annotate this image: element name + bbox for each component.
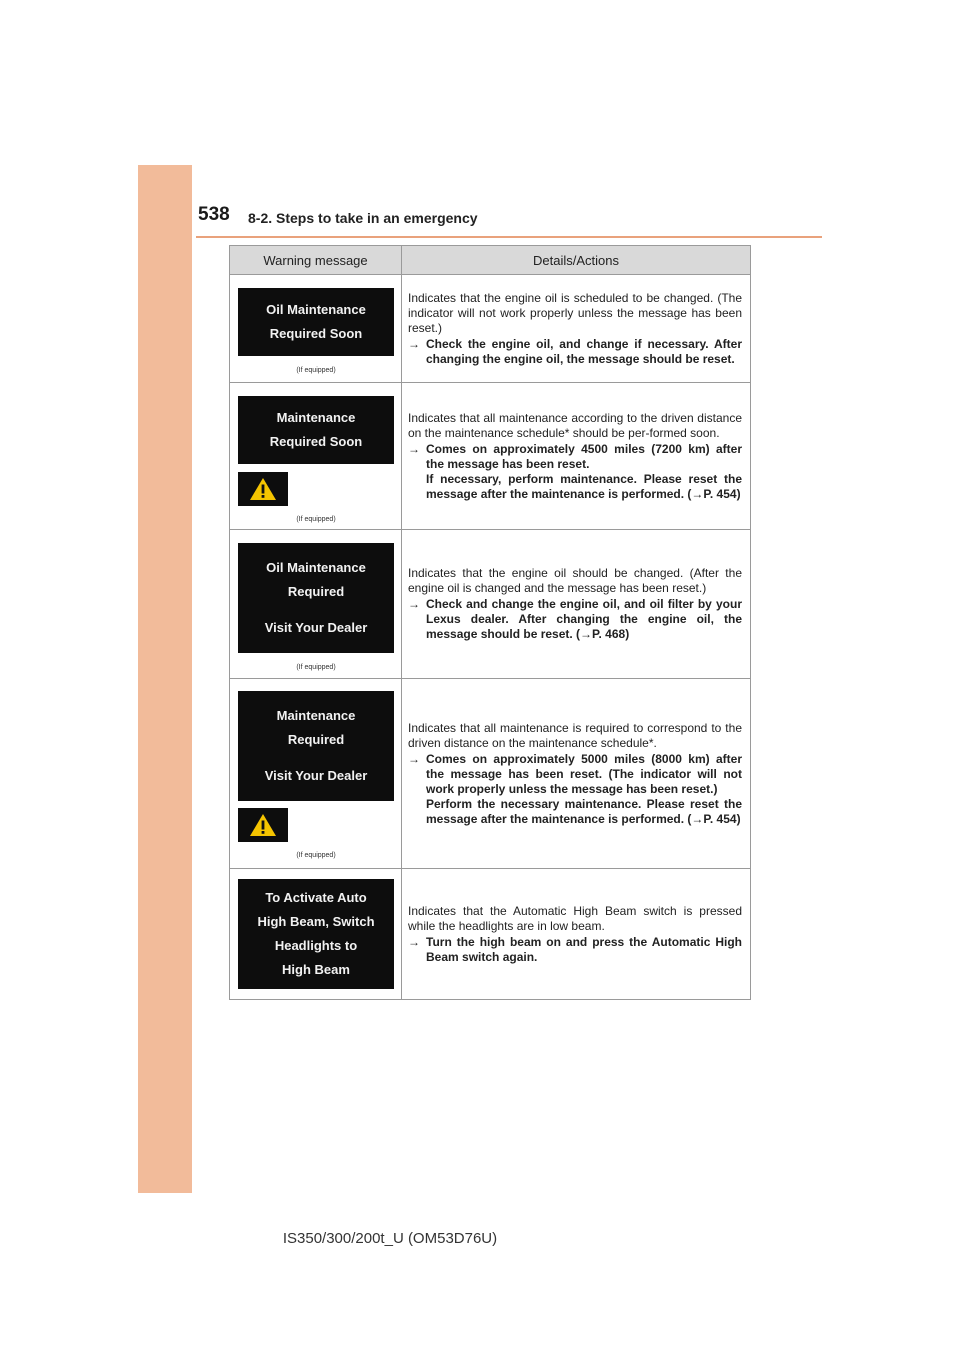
message-cell [230,530,402,679]
page-number: 538 [198,204,230,225]
display-line: Required Soon [269,326,363,341]
table-row [230,275,751,383]
table-row [230,679,751,869]
details-cell [402,679,751,869]
details-cell [402,275,751,383]
action-item [408,597,742,642]
arrow-icon: → [408,336,420,351]
arrow-icon: → [408,597,420,611]
action-text: Comes on approximately 5000 miles (8000 km) after the message has been reset. (The indicator will not work properly unless the message has been reset.) [426,751,742,796]
action-text: Perform the necessary maintenance. Please reset the message after the maintenance is performed. (→P. 454) [426,796,742,826]
arrow-icon: → [408,751,420,766]
details-intro: Indicates that the Automatic High Beam switch is pressed while the headlights are in low beam. [408,903,742,933]
display-line: Required [287,732,345,747]
action-item [408,935,742,965]
if-equipped-note: (If equipped) [296,367,336,374]
display-line: Visit Your Dealer [264,768,368,783]
message-display [238,543,394,653]
display-line: High Beam [282,962,350,977]
arrow-icon: → [408,934,420,949]
table-row [230,530,751,679]
warning-display [238,472,288,506]
message-display [238,879,394,989]
warning-triangle-icon [249,477,277,501]
display-line: To Activate Auto [265,890,367,905]
display-line: Headlights to [274,938,358,953]
display-line: Visit Your Dealer [264,620,368,635]
details-intro: Indicates that the engine oil should be changed. (After the engine oil is changed and the message has been reset.) [408,566,742,595]
message-cell [230,383,402,530]
message-cell [230,869,402,1000]
warning-display [238,808,288,842]
details-intro: Indicates that the engine oil is scheduled to be changed. (The indicator will not work properly unless the message has been reset.) [408,290,742,335]
warning-triangle-icon [249,813,277,837]
message-cell [230,679,402,869]
arrow-icon: → [408,441,420,456]
column-header-details: Details/Actions [402,246,751,275]
details-intro: Indicates that all maintenance is required to correspond to the driven distance on the maintenance schedule*. [408,720,742,750]
action-text: Check the engine oil, and change if necessary. After changing the engine oil, the message should be reset. [426,336,742,366]
action-item [408,337,742,367]
details-cell [402,869,751,1000]
action-text: If necessary, perform maintenance. Please reset the message after the maintenance is performed. (→P. 454) [426,471,742,501]
if-equipped-note: (If equipped) [296,664,336,671]
action-item [408,442,742,502]
table-row [230,383,751,530]
section-title: 8-2. Steps to take in an emergency [248,210,478,226]
if-equipped-note: (If equipped) [296,516,336,523]
details-intro: Indicates that all maintenance according to the driven distance on the maintenance schedule* should be per-formed soon. [408,410,742,440]
table-row [230,869,751,1000]
action-text: Turn the high beam on and press the Automatic High Beam switch again. [426,934,742,964]
chapter-sidebar-tab [138,165,192,1193]
column-header-message: Warning message [230,246,402,275]
action-text: Comes on approximately 4500 miles (7200 km) after the message has been reset. [426,441,742,471]
message-display [238,288,394,356]
page-footer [0,1230,960,1247]
display-line: Oil Maintenance [266,560,366,575]
display-line: Required Soon [269,434,363,449]
details-cell [402,383,751,530]
message-display [238,691,394,801]
message-display [238,396,394,464]
display-line: Maintenance [276,410,356,425]
display-line: Maintenance [276,708,356,723]
details-cell [402,530,751,679]
table-header-row [230,246,751,275]
display-line: Oil Maintenance [266,302,366,317]
display-line: Required [287,584,345,599]
header-rule [196,236,822,238]
display-line: High Beam, Switch [257,914,375,929]
message-cell [230,275,402,383]
model-code: IS350/300/200t_U (OM53D76U) [282,1230,498,1247]
warning-message-table [229,245,751,1000]
action-item [408,752,742,827]
page-header [196,200,826,240]
if-equipped-note: (If equipped) [296,852,336,859]
action-text: Check and change the engine oil, and oil filter by your Lexus dealer. After changing the engine oil, the message should be reset. (→P. 468) [426,597,742,641]
